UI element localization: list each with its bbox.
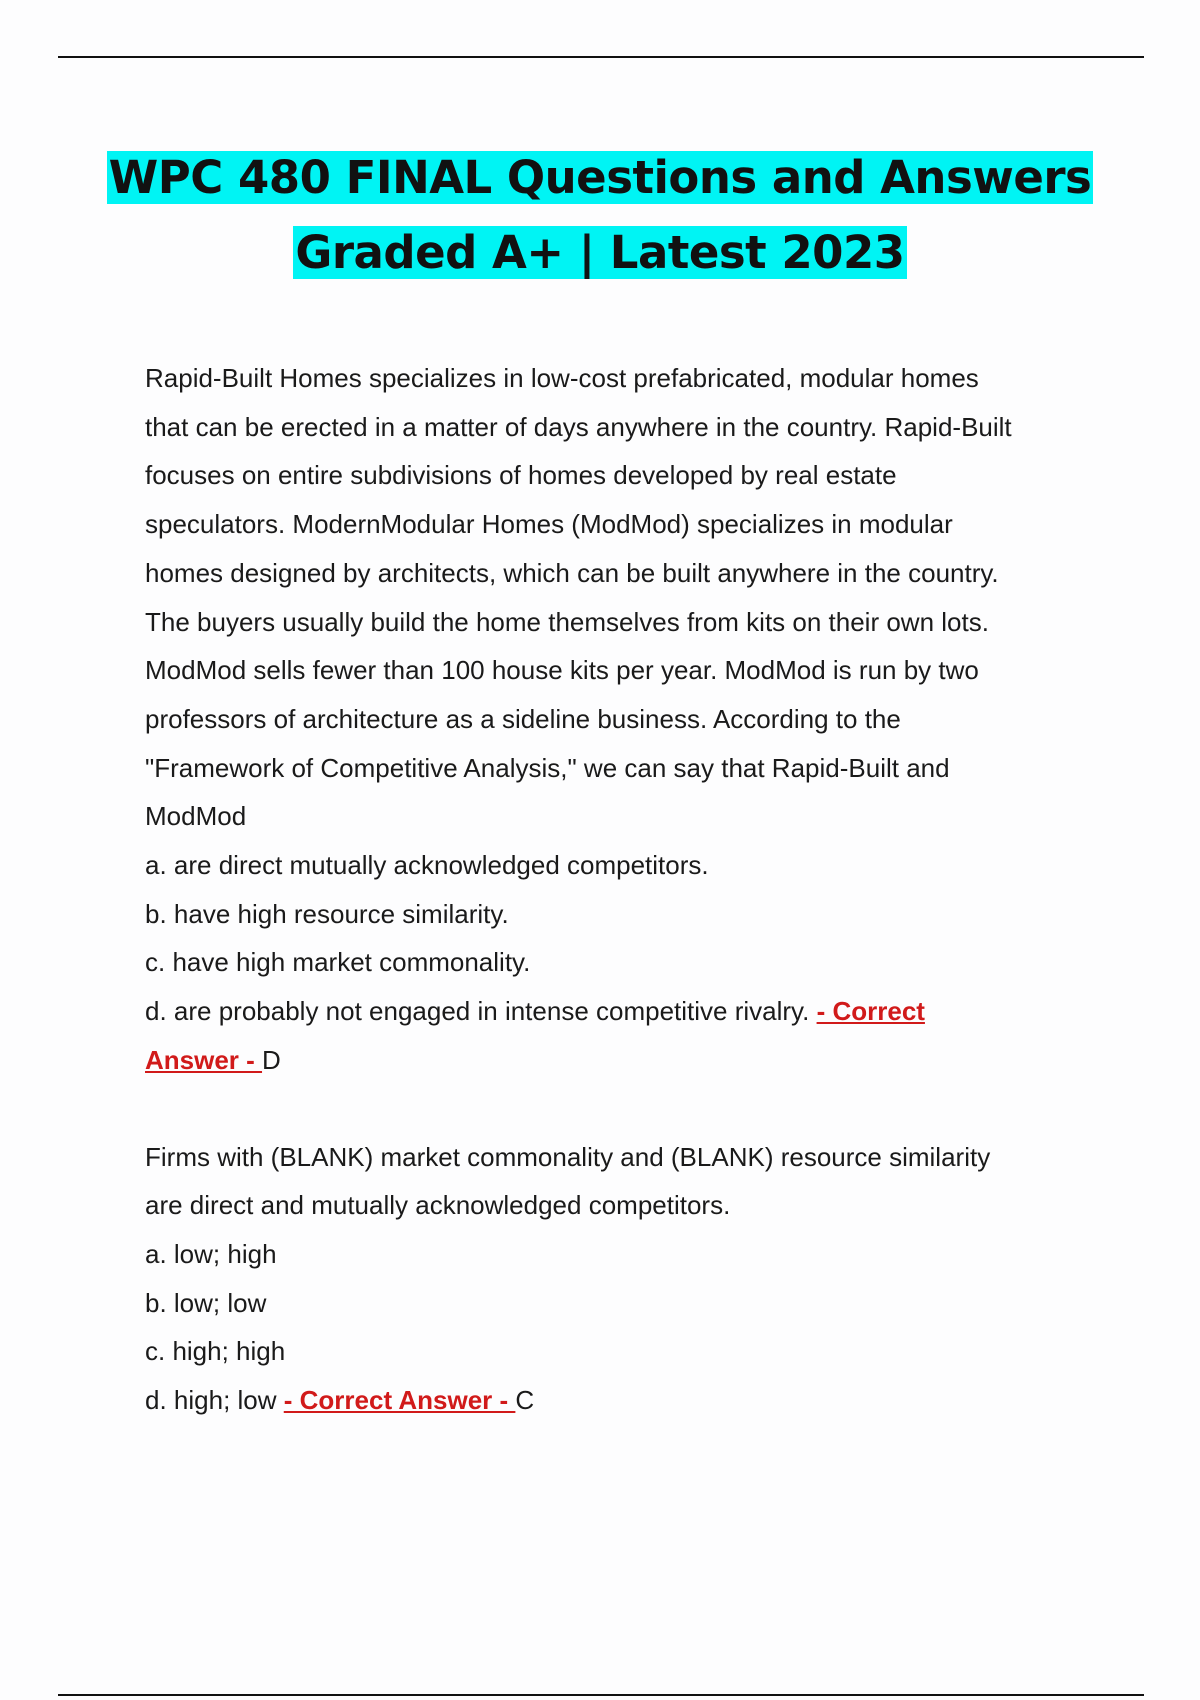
question-2 — [145, 1133, 1095, 1425]
question-2-prompt-line: Firms with (BLANK) market commonality and (BLANK) resource similarity — [145, 1141, 991, 1172]
question-1-prompt-line: The buyers usually build the home themselves from kits on their own lots. — [145, 606, 989, 637]
header-rule — [58, 56, 1144, 58]
question-2-option-d — [145, 1376, 1095, 1425]
question-1-prompt-line: ModMod sells fewer than 100 house kits per year. ModMod is run by two — [145, 655, 979, 686]
answer-value: C — [515, 1385, 535, 1416]
question-1-prompt-line: ModMod — [145, 801, 247, 832]
correct-answer-label: - Correct — [816, 996, 925, 1027]
question-2-option-b: b. low; low — [145, 1287, 267, 1318]
question-1-option-d — [145, 987, 1095, 1036]
question-1 — [145, 354, 1095, 1085]
question-2-option-c: c. high; high — [145, 1336, 286, 1367]
question-1-prompt-line: professors of architecture as a sideline business. According to the — [145, 703, 901, 734]
option-d-text: d. high; low — [145, 1385, 284, 1416]
document-body — [145, 354, 1095, 1425]
question-2-option-a: a. low; high — [145, 1238, 277, 1269]
question-1-prompt-line: homes designed by architects, which can be built anywhere in the country. — [145, 557, 999, 588]
title-line-1: WPC 480 FINAL Questions and Answers — [108, 151, 1092, 204]
correct-answer-label: - Correct Answer - — [283, 1385, 516, 1416]
question-spacer — [145, 1085, 1095, 1133]
question-1-option-b: b. have high resource similarity. — [145, 898, 509, 929]
question-1-option-c: c. have high market commonality. — [145, 947, 531, 978]
question-1-prompt-line: that can be erected in a matter of days anywhere in the country. Rapid-Built — [145, 411, 1012, 442]
document-title — [0, 140, 1200, 290]
answer-value: D — [262, 1044, 281, 1075]
question-1-option-a: a. are direct mutually acknowledged competitors. — [145, 850, 709, 881]
question-2-prompt-line: are direct and mutually acknowledged competitors. — [145, 1190, 731, 1221]
title-line-2: Graded A+ | Latest 2023 — [295, 226, 905, 279]
option-d-text: d. are probably not engaged in intense competitive rivalry. — [145, 996, 817, 1027]
question-1-prompt-line: "Framework of Competitive Analysis," we can say that Rapid-Built and — [145, 752, 950, 783]
correct-answer-label: Answer - — [145, 1044, 263, 1075]
question-1-answer-line — [145, 1036, 1095, 1085]
question-1-prompt-line: focuses on entire subdivisions of homes developed by real estate — [145, 460, 897, 491]
footer-rule — [58, 1694, 1144, 1696]
question-1-prompt-line: Rapid-Built Homes specializes in low-cost prefabricated, modular homes — [145, 363, 979, 393]
question-1-prompt-line: speculators. ModernModular Homes (ModMod) specializes in modular — [145, 509, 953, 540]
